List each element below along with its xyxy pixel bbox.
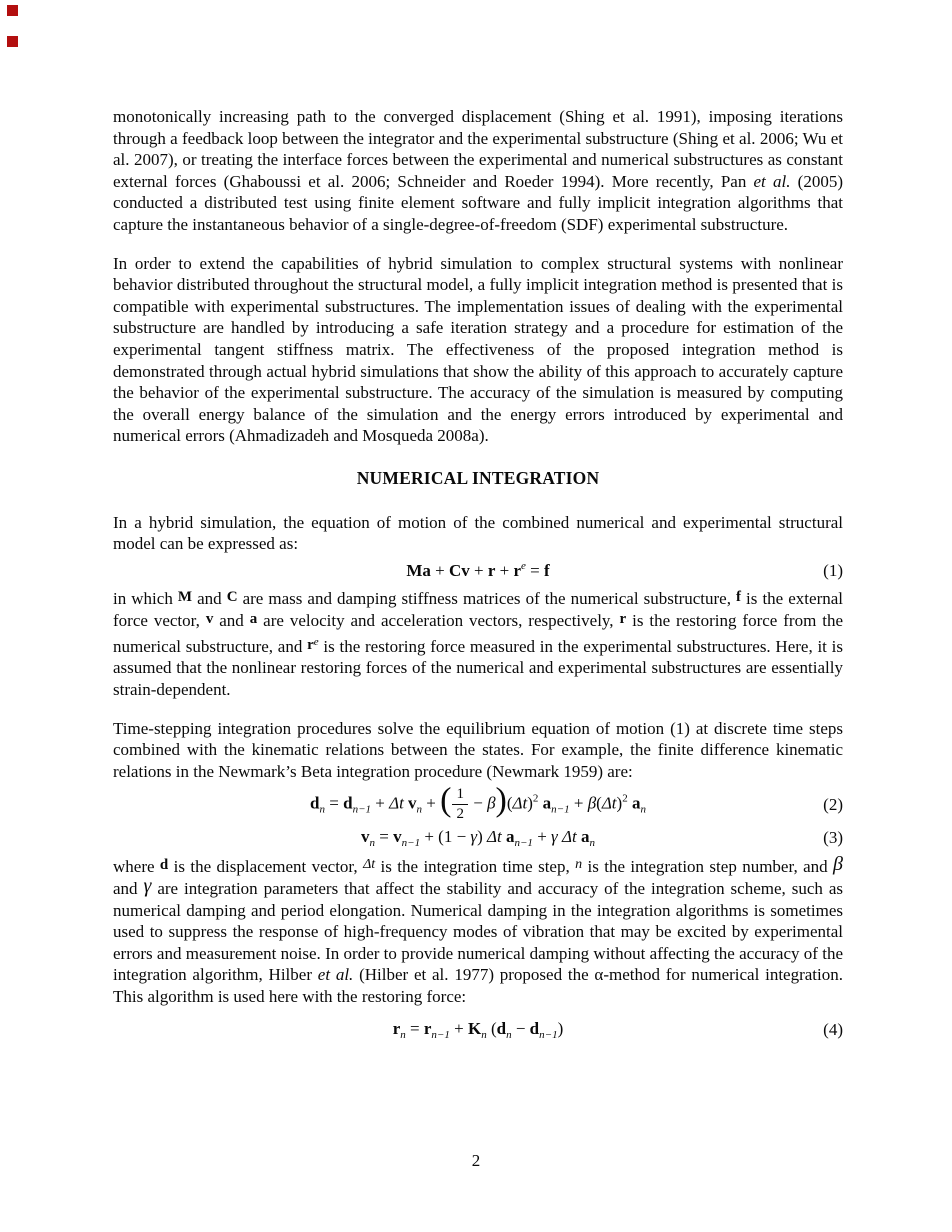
equation-number: (3) (823, 828, 843, 848)
equation: $r_n = r_{n-1} + K_n$ $(d_n - d_{n-1})$ (392, 1018, 564, 1041)
equation: $d_n = d_{n-1} + \Delta t$ $v_n$ + ( $\frac{1}{2}$ − $\beta)(\Delta t)^2$ $a_{n-1} + \beta(\Delta t)^2$ $a_n$ (310, 781, 646, 823)
equation: $v_n = v_{n-1} + (1 - \gamma)$ Δt $a_{n-1} + \gamma$ Δt $a_n$ (361, 827, 595, 850)
page-number: 2 (471, 1151, 481, 1170)
paragraph: In order to extend the capabilities of hybrid simulation to complex structural systems with nonlinear behavior distributed throughout the structural model, a fully implicit integration method is presented that is compatible with experimental substructures. The implementation issues of dealing with the experimental substructure are handled by introducing a safe iteration strategy and a procedure for estimation of the experimental tangent stiffness matrix. The effectiveness of the proposed integration method is demonstrated through actual hybrid simulations that show the ability of this approach to accurately capture the behavior of the experimental substructure. The accuracy of the simulation is measured by computing the overall energy balance of the simulation and the energy errors introduced by experimental and numerical errors (Ahmadizadeh and Mosqueda 2008a). (113, 253, 843, 446)
red-corner-mark-top (7, 5, 18, 16)
section-heading: NUMERICAL INTEGRATION (356, 467, 600, 488)
equation-row (113, 781, 843, 823)
equation-number: (1) (823, 560, 843, 580)
paragraph: In a hybrid simulation, the equation of motion of the combined numerical and experimental structural model can be expressed as: (113, 512, 843, 554)
equation-number: (2) (823, 794, 843, 814)
fraction: $\frac{1}{2}$ (452, 787, 468, 822)
paragraph: monotonically increasing path to the converged displacement (Shing et al. 1991), imposing iterations through a feedback loop between the integrator and the experimental substructure (Shing et al. 2006; Wu et al. 2007), or treating the interface forces between the experimental and numerical substructures as constant external forces (Ghaboussi et al. 2006; Schneider and Roeder 1994). More recently, Pan et al. (2005) conducted a distributed test using finite element software and fully implicit integration algorithms that capture the instantaneous behavior of a single-degree-of-freedom (SDF) experimental substructure. (113, 107, 843, 234)
equation-number: (4) (823, 1019, 843, 1039)
equation-row (113, 825, 843, 851)
equation: $Ma + Cv + r + r^e = f$ (406, 560, 550, 581)
red-corner-mark-bottom (7, 36, 18, 47)
document-body (113, 106, 843, 1043)
equation-row (113, 558, 843, 584)
paragraph: where d is the displacement vector, $^{\Delta t}$ is the integration time step, $^n$ is the integration step number, and β and γ are integration parameters that affect the stability and accuracy of the integration scheme, such as numerical damping and period elongation. Numerical damping in the integration algorithms is sometimes used to suppress the response of high-frequency modes of vibration that may be excited by experimental errors and measurement noise. In order to provide numerical damping without affecting the accuracy of the integration algorithm, Hilber et al. (Hilber et al. 1977) proposed the α-method for numerical integration. This algorithm is used here with the restoring force: (113, 853, 844, 1006)
paragraph: Time-stepping integration procedures solve the equilibrium equation of motion (1) at discrete time steps combined with the kinematic relations between the states. For example, the finite difference kinematic relations in the Newmark’s Beta integration procedure (Newmark 1959) are: (113, 718, 843, 781)
paragraph: in which M and C are mass and damping stiffness matrices of the numerical substructure, f is the external force vector, v and a are velocity and acceleration vectors, respectively, r is the restoring force from the numerical substructure, and $r^e$ is the restoring force measured in the experimental substructures. Here, it is assumed that the nonlinear restoring forces of the numerical and experimental substructures are essentially strain-dependent. (113, 588, 844, 700)
equation-row (113, 1017, 843, 1043)
